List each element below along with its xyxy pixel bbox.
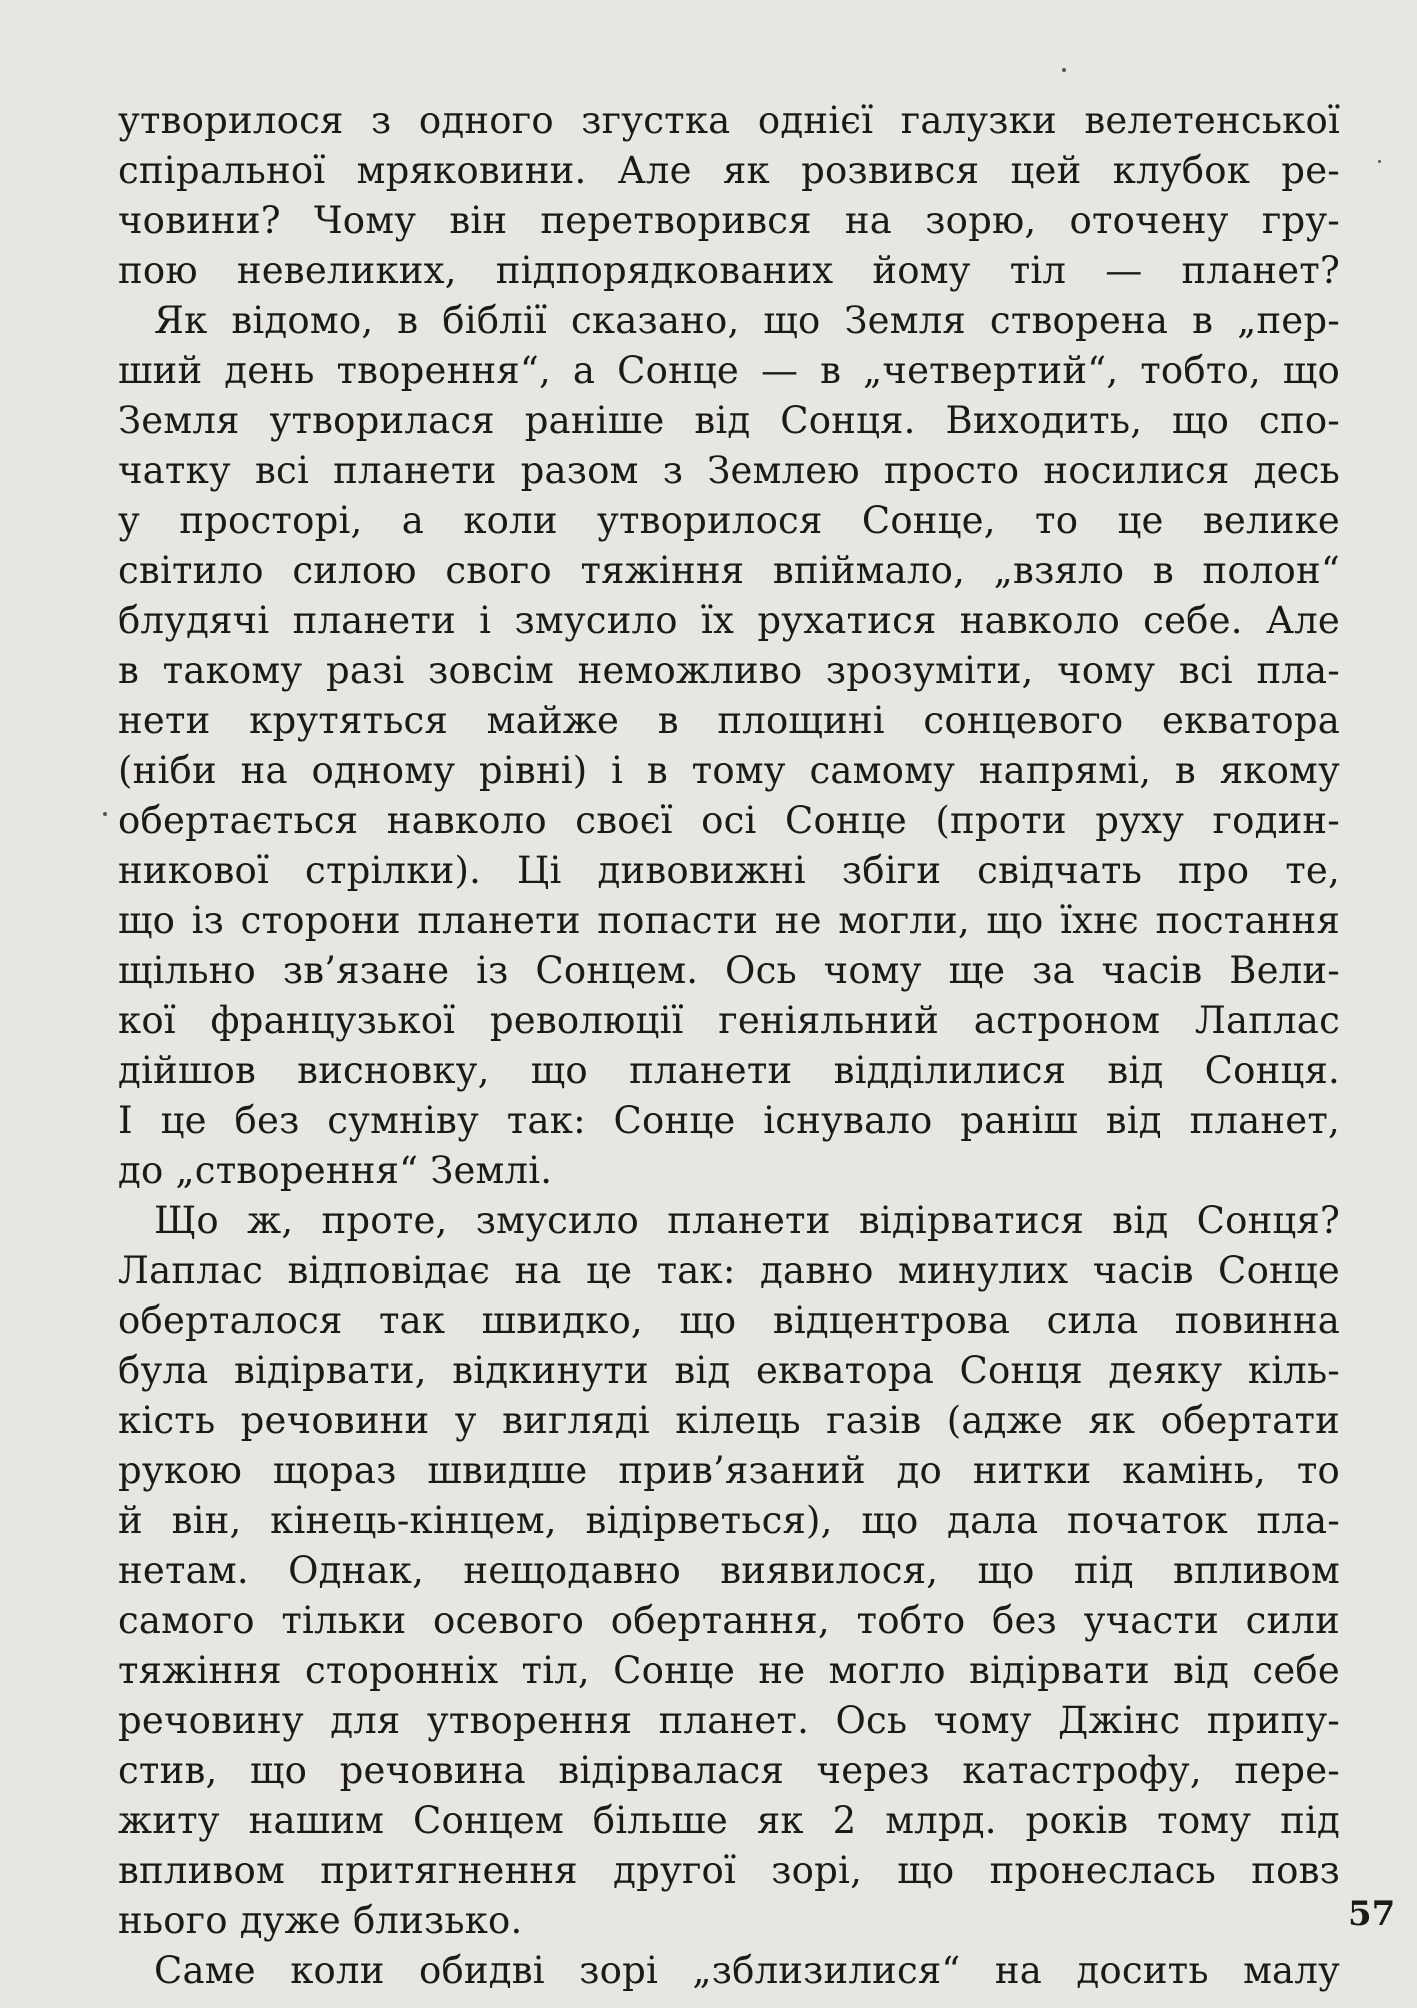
ink-speck <box>1378 160 1381 163</box>
text-line: човини? Чому він перетворився на зорю, оточену гру- <box>118 199 1340 242</box>
text-line: була відірвати, відкинути від екватора Сонця деяку кіль- <box>118 1349 1340 1392</box>
text-line: тяжіння сторонніх тіл, Сонце не могло відірвати від себе <box>118 1649 1340 1692</box>
text-line: никової стрілки). Ці дивовижні збіги свідчать про те, <box>118 849 1340 892</box>
text-line: нети крутяться майже в площині сонцевого екватора <box>118 699 1340 742</box>
text-line: І це без сумніву так: Сонце існувало раніш від планет, <box>118 1099 1340 1142</box>
text-line: пою невеликих, підпорядкованих йому тіл — планет? <box>118 249 1340 292</box>
text-line: нього дуже близько. <box>118 1899 523 1942</box>
text-line: рукою щораз швидше прив’язаний до нитки камінь, то <box>118 1449 1340 1492</box>
text-line: (ніби на одному рівні) і в тому самому напрямі, в якому <box>118 749 1340 792</box>
text-line: й він, кінець-кінцем, відірветься), що дала початок пла- <box>118 1499 1340 1542</box>
text-line: впливом притягнення другої зорі, що пронеслась повз <box>118 1849 1340 1892</box>
text-line: світило силою свого тяжіння впіймало, „взяло в полон“ <box>118 549 1340 592</box>
text-line: блудячі планети і змусило їх рухатися навколо себе. Але <box>118 599 1340 642</box>
text-line: в такому разі зовсім неможливо зрозуміти, чому всі пла- <box>118 649 1340 692</box>
text-line: самого тільки осевого обертання, тобто без участи сили <box>118 1599 1340 1642</box>
ink-speck <box>103 812 107 816</box>
body-text <box>118 96 1340 1996</box>
text-line: до „створення“ Землі. <box>118 1149 553 1192</box>
text-line: Що ж, проте, змусило планети відірватися від Сонця? <box>154 1199 1340 1242</box>
text-line: Як відомо, в біблії сказано, що Земля створена в „пер- <box>154 299 1340 342</box>
text-line: речовину для утворення планет. Ось чому Джінс припу- <box>118 1699 1340 1742</box>
text-line: утворилося з одного згустка однієї галузки велетенської <box>118 99 1340 142</box>
text-line: ший день творення“, а Сонце — в „четвертий“, тобто, що <box>118 349 1340 392</box>
text-line: нетам. Однак, нещодавно виявилося, що під впливом <box>118 1549 1340 1592</box>
text-line: у просторі, а коли утворилося Сонце, то це велике <box>118 499 1340 542</box>
text-line: Лаплас відповідає на це так: давно минулих часів Сонце <box>118 1249 1340 1292</box>
page-number: 57 <box>1348 1894 1396 1934</box>
text-line: кої французької революції геніяльний астроном Лаплас <box>118 999 1340 1042</box>
ink-speck <box>1062 68 1066 72</box>
text-line: щільно зв’язане із Сонцем. Ось чому ще за часів Вели- <box>118 949 1340 992</box>
text-line: спіральної мряковини. Але як розвився цей клубок ре- <box>118 149 1340 192</box>
text-line: що із сторони планети попасти не могли, що їхнє постання <box>118 899 1340 942</box>
text-line: Земля утворилася раніше від Сонця. Виходить, що спо- <box>118 399 1340 442</box>
text-line: Саме коли обидві зорі „зблизилися“ на досить малу <box>154 1949 1340 1992</box>
text-line: стив, що речовина відірвалася через катастрофу, пере- <box>118 1749 1340 1792</box>
text-line: кість речовини у вигляді кілець газів (адже як обертати <box>118 1399 1340 1442</box>
text-line: оберталося так швидко, що відцентрова сила повинна <box>118 1299 1340 1342</box>
text-line: дійшов висновку, що планети відділилися від Сонця. <box>118 1049 1340 1092</box>
text-line: житу нашим Сонцем більше як 2 млрд. років тому під <box>118 1799 1340 1842</box>
text-line: чатку всі планети разом з Землею просто носилися десь <box>118 449 1340 492</box>
text-line: обертається навколо своєї осі Сонце (проти руху годин- <box>118 799 1340 842</box>
